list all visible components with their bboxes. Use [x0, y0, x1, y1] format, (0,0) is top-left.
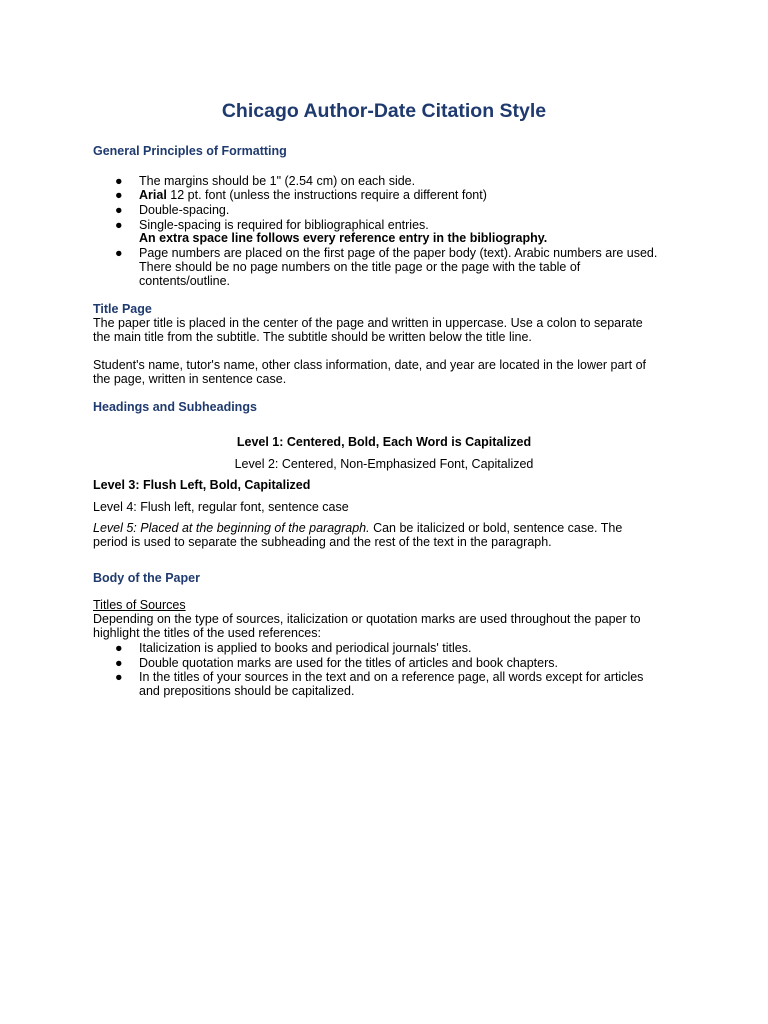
- section-heading-general: General Principles of Formatting: [93, 144, 287, 158]
- level3-example: Level 3: Flush Left, Bold, Capitalized: [93, 478, 311, 492]
- bullet-icon: ●: [115, 656, 123, 670]
- paragraph-line: the main title from the subtitle. The subtitle should be written below the title line.: [93, 330, 532, 344]
- level5-rest: Can be italicized or bold, sentence case. The: [369, 521, 623, 535]
- section-heading-title-page: Title Page: [93, 302, 152, 316]
- bullet-text-continued: and prepositions should be capitalized.: [139, 684, 355, 698]
- paragraph-line: The paper title is placed in the center of the page and written in uppercase. Use a colon to separate: [93, 316, 643, 330]
- bullet-text-continued: contents/outline.: [139, 274, 231, 288]
- bullet-icon: ●: [115, 641, 123, 655]
- level1-example: Level 1: Centered, Bold, Each Word is Capitalized: [236, 435, 532, 449]
- bullet-text: Italicization is applied to books and periodical journals' titles.: [139, 641, 472, 655]
- paragraph-line: the page, written in sentence case.: [93, 372, 287, 386]
- bold-text: Arial: [139, 188, 167, 202]
- page-title: Chicago Author-Date Citation Style: [221, 100, 547, 122]
- section-heading-body: Body of the Paper: [93, 571, 200, 585]
- bullet-text: Single-spacing is required for bibliographical entries.: [139, 218, 429, 232]
- bullet-text: Page numbers are placed on the first page of the paper body (text). Arabic numbers are used.: [139, 246, 658, 260]
- bullet-icon: ●: [115, 218, 123, 232]
- level5-example: [93, 521, 622, 536]
- bullet-text: In the titles of your sources in the text and on a reference page, all words except for articles: [139, 670, 644, 684]
- subheading-titles-of-sources: Titles of Sources: [93, 598, 186, 612]
- bullet-text: [139, 188, 487, 203]
- bullet-icon: ●: [115, 174, 123, 188]
- section-heading-headings: Headings and Subheadings: [93, 400, 257, 414]
- bullet-icon: ●: [115, 188, 123, 202]
- paragraph-line: Student's name, tutor's name, other class information, date, and year are located in the lower part of: [93, 358, 646, 372]
- bullet-text: Double quotation marks are used for the titles of articles and book chapters.: [139, 656, 558, 670]
- bullet-text: Double-spacing.: [139, 203, 230, 217]
- paragraph-line: Depending on the type of sources, italicization or quotation marks are used throughout the paper to: [93, 612, 641, 626]
- paragraph-line: period is used to separate the subheading and the rest of the text in the paragraph.: [93, 535, 552, 549]
- italic-text: Level 5: Placed at the beginning of the paragraph.: [93, 521, 370, 535]
- bullet-icon: ●: [115, 246, 123, 260]
- bullet-text-continued: There should be no page numbers on the title page or the page with the table of: [139, 260, 581, 274]
- bullet-text: The margins should be 1" (2.54 cm) on each side.: [139, 174, 416, 188]
- bold-note: An extra space line follows every reference entry in the bibliography.: [139, 231, 548, 245]
- bullet-icon: ●: [115, 203, 123, 217]
- level2-example: Level 2: Centered, Non-Emphasized Font, Capitalized: [234, 457, 534, 471]
- bullet-text-rest: 12 pt. font (unless the instructions require a different font): [166, 188, 487, 202]
- level4-example: Level 4: Flush left, regular font, sentence case: [93, 500, 349, 514]
- paragraph-line: highlight the titles of the used references:: [93, 626, 321, 640]
- bullet-icon: ●: [115, 670, 123, 684]
